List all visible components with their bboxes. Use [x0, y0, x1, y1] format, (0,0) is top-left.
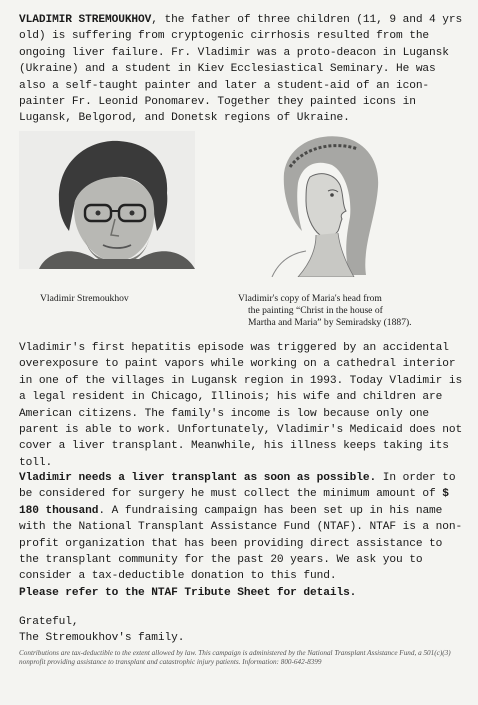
appeal-text-2: . A fundraising campaign has been set up in his name with the National Transplant Assistance Fund (NTAF). NTAF is a non-profit organization that has been providing direct assistance to the transplant community for the past 20 years. We ask you to consider a tax-deductible donation to this fund. — [19, 504, 463, 583]
painting-caption — [238, 293, 448, 329]
painting-caption-line-2: the painting “Christ in the house of — [248, 305, 383, 316]
closing-signature: The Stremoukhov's family. — [19, 632, 185, 645]
painting-sketch — [254, 127, 412, 277]
hepatitis-paragraph: Vladimir's first hepatitis episode was triggered by an accidental overexposure to paint vapors while working on a cathedral interior in one of the villages in Lugansk region in 1993. Today Vladimir is a legal resident in Chicago, Illinois; his wife and children are American citizens. The family's income is low because only one parent is able to work. Unfortunately, Vladimir's Medicaid does not cover a liver transplant. Meanwhile, his illness keeps taking its toll. — [19, 342, 463, 469]
portrait-caption: Vladimir Stremoukhov — [40, 293, 129, 304]
urgent-statement: Vladimir needs a liver transplant as soon as possible. — [19, 472, 377, 484]
intro-text: , the father of three children (11, 9 and 4 yrs old) is suffering from cryptogenic cirrhosis resulted from the ongoing liver failure. Fr. Vladimir was a proto-deacon in Lugansk (Ukraine) and a student in Kiev Ecclesiastical Seminary. He was also a self-taught painter and later a student-aid of an icon-painter Fr. Leonid Ponomarev. Together they painted icons in Lugansk, Belgorod, and Donetsk regions of Ukraine. — [19, 14, 463, 125]
painting-caption-line-1: Vladimir's copy of Maria's head from — [238, 293, 382, 304]
closing-greeting: Grateful, — [19, 616, 79, 628]
person-name: VLADIMIR STREMOUKHOV — [19, 14, 152, 26]
painting-caption-line-3: Martha and Maria” by Semiradsky (1887). — [248, 317, 412, 328]
target-amount: $ 180 thousand — [19, 488, 449, 517]
tribute-sheet-note: Please refer to the NTAF Tribute Sheet for details. — [19, 586, 357, 599]
portrait-photo — [19, 131, 195, 269]
appeal-paragraph — [19, 470, 467, 601]
intro-paragraph — [19, 12, 467, 127]
closing — [19, 614, 467, 647]
appeal-text-1: In order to be considered for surgery he must collect the minimum amount of — [19, 472, 456, 501]
fine-print: Contributions are tax-deductible to the extent allowed by law. This campaign is administered by the National Transplant Assistance Fund, a 501(c)(3) nonprofit providing assistance to transplant and catastrophic injury patients. Information: 800-642-8399 — [19, 649, 451, 667]
